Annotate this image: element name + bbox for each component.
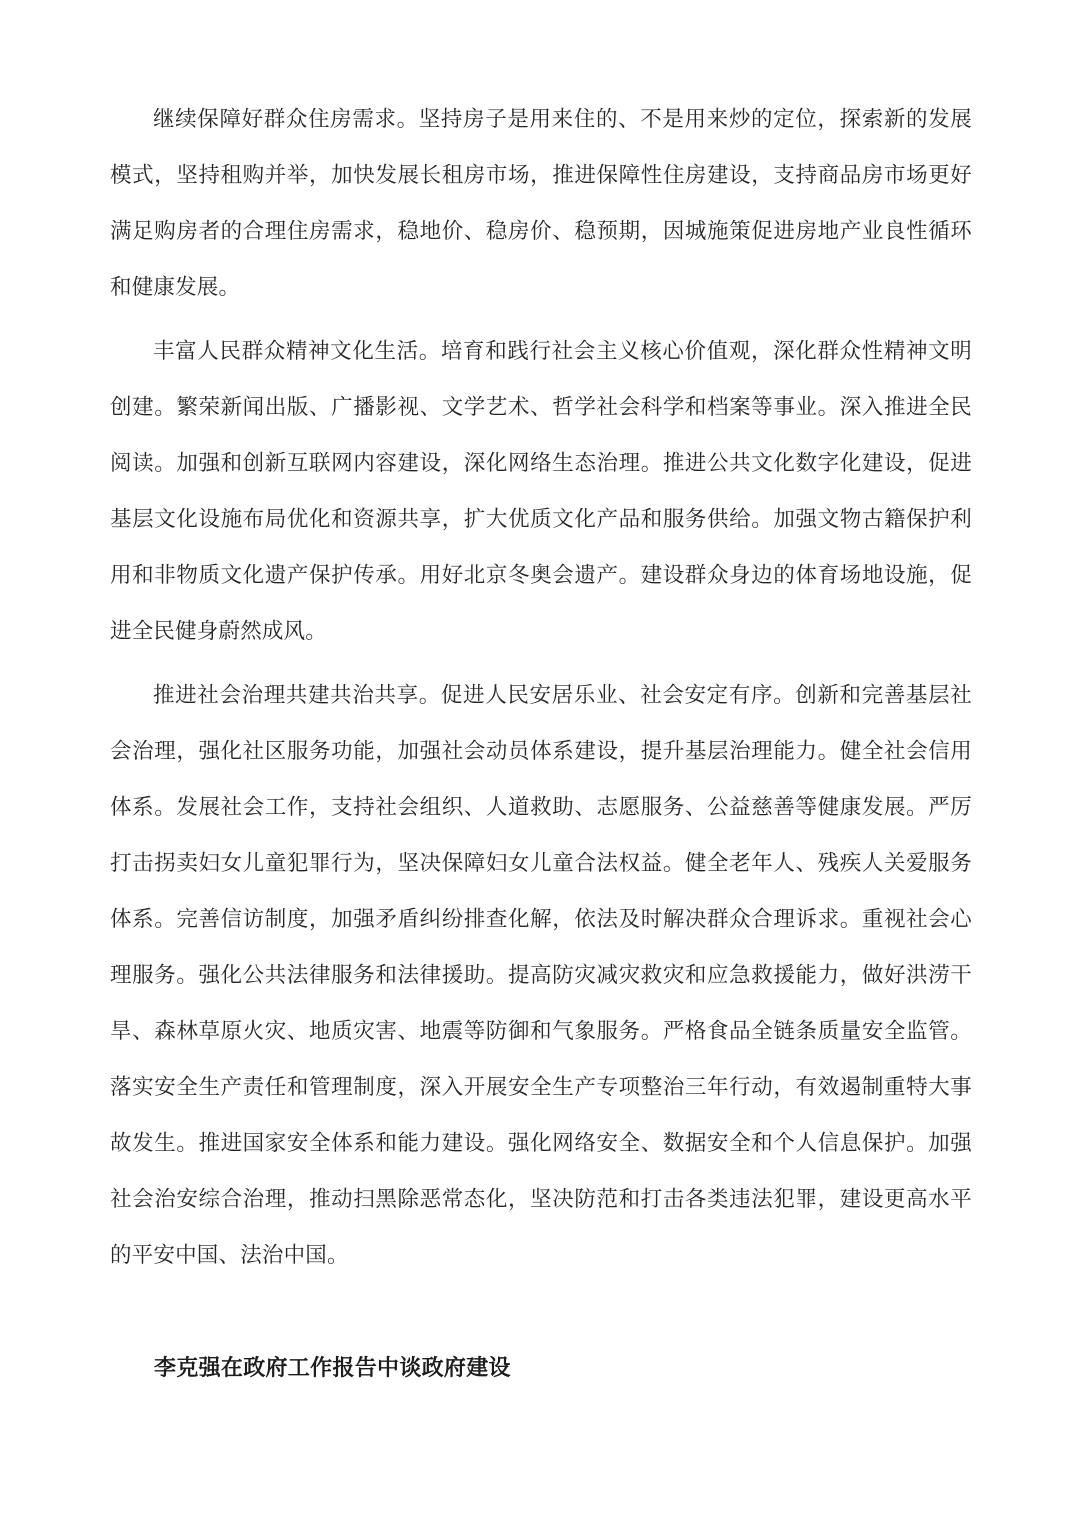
paragraph-culture: 丰富人民群众精神文化生活。培育和践行社会主义核心价值观，深化群众性精神文明创建。繁荣新闻出版、广播影视、文学艺术、哲学社会科学和档案等事业。深入推进全民阅读。加强和创新互联网内容建设，深化网络生态治理。推进公共文化数字化建设，促进基层文化设施布局优化和资源共享，扩大优质文化产品和服务供给。加强文物古籍保护利用和非物质文化遗产保护传承。用好北京冬奥会遗产。建设群众身边的体育场地设施，促进全民健身蔚然成风。 [110, 339, 972, 644]
paragraph-social-governance: 推进社会治理共建共治共享。促进人民安居乐业、社会安定有序。创新和完善基层社会治理，强化社区服务功能，加强社会动员体系建设，提升基层治理能力。健全社会信用体系。发展社会工作，支持社会组织、人道救助、志愿服务、公益慈善等健康发展。严厉打击拐卖妇女儿童犯罪行为，坚决保障妇女儿童合法权益。健全老年人、残疾人关爱服务体系。完善信访制度，加强矛盾纠纷排查化解，依法及时解决群众合理诉求。重视社会心理服务。强化公共法律服务和法律援助。提高防灾减灾救灾和应急救援能力，做好洪涝干旱、森林草原火灾、地质灾害、地震等防御和气象服务。严格食品全链条质量安全监管。落实安全生产责任和管理制度，深入开展安全生产专项整治三年行动，有效遏制重特大事故发生。推进国家安全体系和能力建设。强化网络安全、数据安全和个人信息保护。加强社会治安综合治理，推动扫黑除恶常态化，坚决防范和打击各类违法犯罪，建设更高水平的平安中国、法治中国。 [110, 683, 972, 1268]
section-heading-government-building: 李克强在政府工作报告中谈政府建设 [154, 1356, 511, 1381]
section-spacer [110, 1292, 972, 1310]
document-body [110, 92, 972, 1392]
paragraph-housing: 继续保障好群众住房需求。坚持房子是用来住的、不是用来炒的定位，探索新的发展模式，坚持租购并举，加快发展长租房市场，推进保障性住房建设，支持商品房市场更好满足购房者的合理住房需求，稳地价、稳房价、稳预期，因城施策促进房地产业良性循环和健康发展。 [110, 107, 972, 300]
